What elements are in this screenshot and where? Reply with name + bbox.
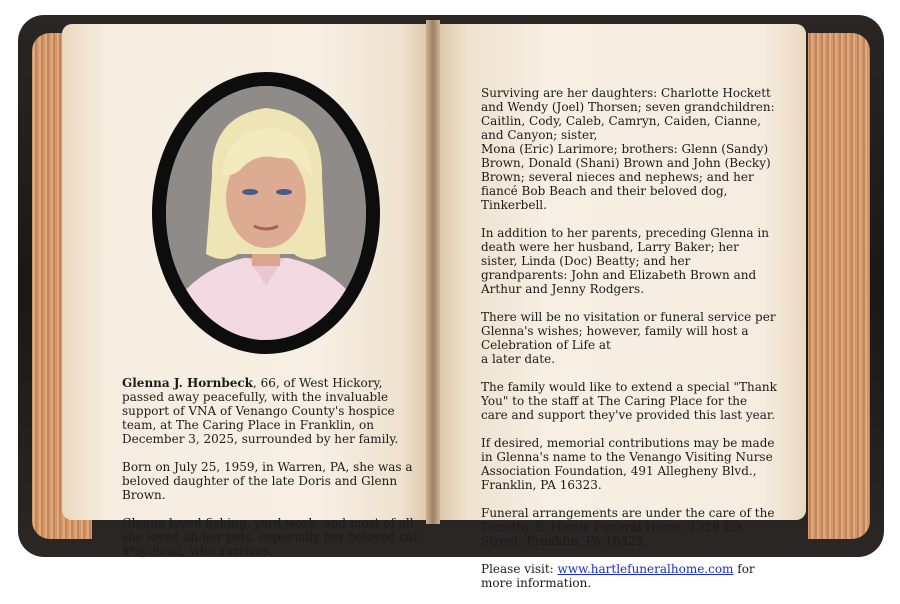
survivors-paragraph: [481, 86, 777, 212]
arrangements-paragraph: Funeral arrangements are under the care of the Timothy E. Hartle Funeral Home, 1328 Elk Street, Franklin, PA 16323.: [481, 506, 775, 548]
service-text-continued: a later date.: [481, 352, 556, 366]
service-text: There will be no visitation or funeral service per Glenna's wishes; however, family will host a Celebration of Life at: [481, 310, 776, 352]
right-page-text: [481, 86, 777, 604]
survivors-text: Surviving are her daughters: Charlotte Hockett and Wendy (Joel) Thorsen; seven grandchildren: Caitlin, Cody, Caleb, Camryn, Caiden, Cianne, and Canyon; sister,: [481, 86, 775, 142]
preceded-paragraph: In addition to her parents, preceding Glenna in death were her husband, Larry Baker; her sister, Linda (Doc) Beatty; and her grandparents: John and Elizabeth Brown and Arthur and Jenny Rodgers.: [481, 226, 769, 296]
visit-suffix: for more information.: [481, 562, 755, 590]
memorial-paragraph: If desired, memorial contributions may be made in Glenna's name to the Venango Visiting Nurse Association Foundation, 491 Allegheny Blvd., Franklin, PA 16323.: [481, 436, 775, 492]
portrait-illustration: [166, 86, 366, 340]
left-page-text: [122, 376, 426, 572]
funeral-home-link[interactable]: www.hartlefuneralhome.com: [557, 562, 734, 576]
interests-paragraph: Glenna loved fishing, yard work, and most of all she loved all her pets, especially her beloved cat, $*@!head, who survives.: [122, 516, 422, 558]
visit-prefix: Please visit:: [481, 562, 558, 576]
service-paragraph: [481, 310, 777, 366]
visit-paragraph: [481, 562, 777, 590]
thank-you-paragraph: The family would like to extend a special "Thank You" to the staff at The Caring Place for the care and support they've provided this last year.: [481, 380, 777, 422]
deceased-name: Glenna J. Hornbeck: [122, 376, 253, 390]
page-edges-right: [808, 33, 870, 539]
book-spine: [426, 20, 440, 524]
survivors-text-continued: Mona (Eric) Larimore; brothers: Glenn (Sandy) Brown, Donald (Shani) Brown and John (Becky) Brown; several nieces and nephews; and her fiancé Bob Beach and their beloved dog, Tinkerbell.: [481, 142, 771, 212]
birth-paragraph: Born on July 25, 1959, in Warren, PA, she was a beloved daughter of the late Doris and Glenn Brown.: [122, 460, 413, 502]
portrait-photo: [166, 86, 366, 340]
intro-text: , 66, of West Hickory, passed away peacefully, with the invaluable support of VNA of Venango County's hospice team, at The Caring Place in Franklin, on December 3, 2025, surrounded by her family.: [122, 376, 399, 446]
obituary-intro: [122, 376, 426, 446]
